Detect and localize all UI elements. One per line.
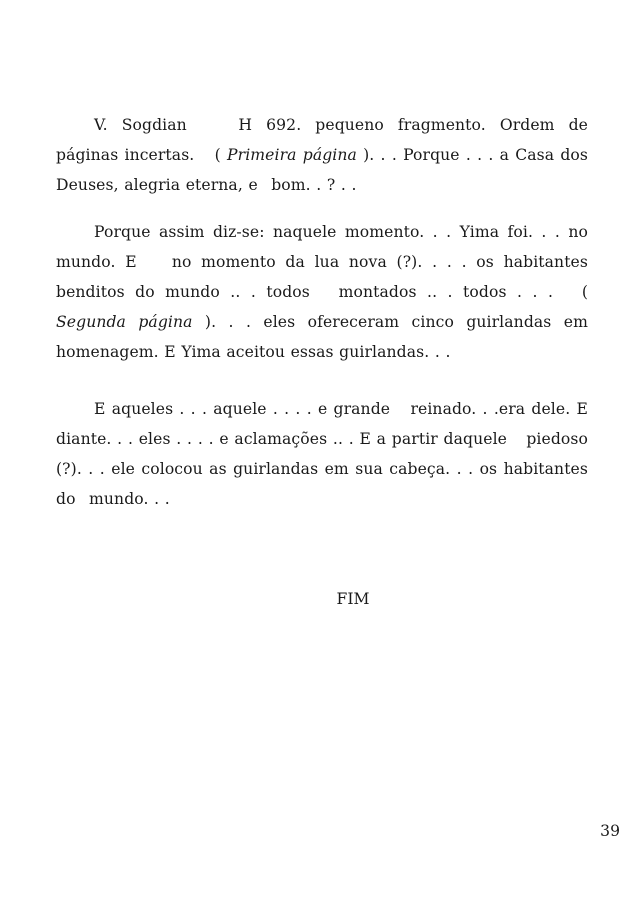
paragraph-3 (56, 394, 588, 514)
paragraph-1-part-c: ). . . Porque . . . a Casa dos Deuses, alegria eterna, e bom. . ? . . (56, 146, 588, 194)
paragraph-1 (56, 110, 588, 200)
paragraph-1-italic: Primeira página (227, 146, 357, 164)
paragraph-2-part-c: ). . . eles ofereceram cinco guirlandas em homenagem. E Yima aceitou essas guirlandas. . . (56, 313, 588, 361)
paragraph-2-text (56, 217, 588, 367)
end-mark: FIM (336, 590, 370, 608)
paragraph-3-text (56, 394, 588, 514)
page-number: 39 (600, 822, 620, 840)
paragraph-1-text (56, 110, 588, 200)
paragraph-3-part-a: E aqueles . . . aquele . . . . e grande reinado. . .era dele. E diante. . . eles . . . . e aclamações .. . E a partir daquele piedoso (?). . . ele colocou as guirlandas em sua cabeça. . . os habitantes do mundo. . . (56, 400, 588, 508)
paragraph-2-italic: Segunda página (56, 313, 193, 331)
paragraph-2 (56, 217, 588, 367)
paragraph-2-part-a: Porque assim diz-se: naquele momento. . . Yima foi. . . no mundo. E no momento da lua nova (?). . . . os habitantes benditos do mundo .. . todos montados .. . todos . . . ( (56, 223, 588, 301)
paragraph-1-part-a: V. Sogdian H 692. pequeno fragmento. Ordem de páginas incertas. ( (56, 116, 588, 164)
